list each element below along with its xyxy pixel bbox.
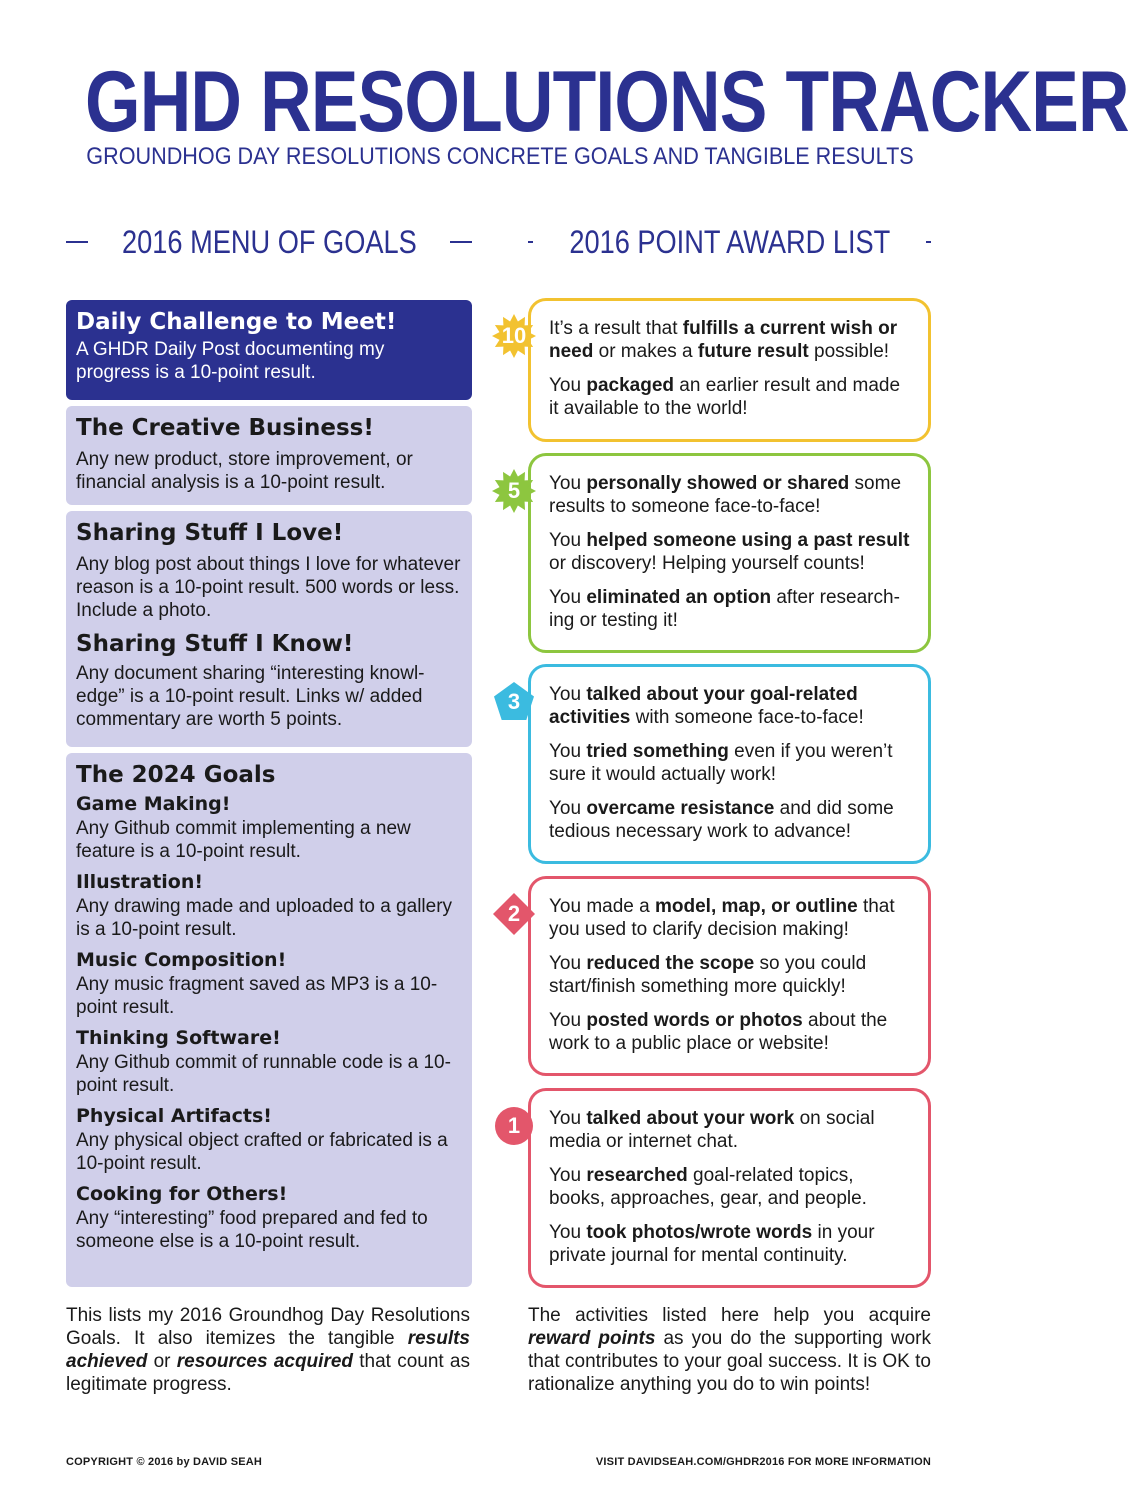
daily-challenge-text: A GHDR Daily Post documenting my progress is a 10-point result.: [76, 339, 385, 383]
sharing-love-title: Sharing Stuff I Love!: [76, 520, 344, 546]
points-10-card: [528, 298, 931, 442]
badge-points: 10: [501, 323, 527, 348]
heading-rule-left: [66, 241, 88, 243]
goal-item: [76, 1025, 462, 1097]
note-text: The activities listed here help you acquire: [528, 1305, 931, 1326]
award-item: You researched goal-related topics, books, approaches, gear, and people.: [549, 1165, 867, 1209]
goal-text: Any music fragment saved as MP3 is a 10-point result.: [76, 974, 438, 1018]
award-item: You talked about your work on social media or internet chat.: [549, 1108, 875, 1152]
points-2-badge: [492, 892, 536, 936]
heading-rule-left: [528, 241, 533, 243]
note-text: or: [147, 1351, 177, 1372]
goal-title: Illustration!: [76, 871, 204, 893]
goal-text: Any Github commit of runnable code is a 10-point result.: [76, 1052, 451, 1096]
goal-item: [76, 1103, 462, 1175]
copyright-text: COPYRIGHT © 2016 by DAVID SEAH: [66, 1456, 263, 1468]
award-item: You tried something even if you weren’t sure it would actually work!: [549, 741, 893, 785]
goal-text: Any physical object crafted or fabricated is a 10-point result.: [76, 1130, 448, 1174]
points-3-card: [528, 664, 931, 864]
badge-points: 1: [507, 1113, 521, 1138]
award-item: You personally showed or shared some results to someone face-to-face!: [549, 473, 902, 517]
note-emphasis: resources acquired: [176, 1351, 354, 1372]
award-item: You overcame resistance and did some tedious necessary work to advance!: [549, 798, 894, 842]
goal-item: [76, 869, 462, 941]
award-item: You made a model, map, or outline that you used to clarify decision making!: [549, 896, 895, 940]
note-text: This lists my 2016 Groundhog Day Resolutions Goals. It also itemizes the tangible: [66, 1305, 470, 1349]
creative-business-box: [66, 406, 472, 505]
sharing-box: [66, 511, 472, 747]
goal-title: Cooking for Others!: [76, 1183, 288, 1205]
points-5-badge: [492, 469, 536, 513]
daily-challenge-title: Daily Challenge to Meet!: [76, 309, 397, 335]
sharing-know-text: Any document sharing “interesting knowl-edge” is a 10-point result. Links w/ added commentary are worth 5 points.: [76, 663, 425, 730]
points-heading-label: 2016 POINT AWARD LIST: [569, 223, 890, 260]
badge-points: 2: [507, 901, 521, 926]
badge-points: 5: [507, 478, 521, 503]
goals-2024-box: [66, 753, 472, 1287]
goal-text: Any drawing made and uploaded to a gallery is a 10-point result.: [76, 896, 453, 940]
award-item: You took photos/wrote words in your private journal for mental continuity.: [549, 1222, 875, 1266]
goals-section-heading: [66, 220, 472, 264]
badge-points: 3: [507, 689, 521, 714]
page-subtitle: GROUNDHOG DAY RESOLUTIONS CONCRETE GOALS AND TANGIBLE RESULTS: [86, 143, 914, 170]
award-item: You reduced the scope so you could start/finish something more quickly!: [549, 953, 867, 997]
goals-heading-label: 2016 MENU OF GOALS: [121, 223, 417, 260]
goals-2024-title: The 2024 Goals: [76, 762, 276, 788]
note-emphasis: reward points: [528, 1328, 656, 1349]
points-2-card: [528, 876, 931, 1076]
points-section-heading: [528, 220, 931, 264]
points-1-card: [528, 1088, 931, 1288]
award-item: You posted words or photos about the work to a public place or website!: [549, 1010, 888, 1054]
note-text: that count as legitimate progress.: [66, 1351, 471, 1395]
points-3-badge: [492, 680, 536, 724]
goal-title: Thinking Software!: [76, 1027, 281, 1049]
sharing-love-text: Any blog post about things I love for whatever reason is a 10-point result. 500 words or less. Include a photo.: [76, 554, 461, 621]
goal-item: [76, 1181, 462, 1253]
points-1-badge: [492, 1104, 536, 1148]
note-text: as you do the supporting work that contributes to your goal success. It is OK to rationalize anything you do to win points!: [528, 1328, 932, 1395]
goals-footnote: [66, 1304, 470, 1396]
goal-item: [76, 791, 462, 863]
points-5-card: [528, 453, 931, 653]
note-emphasis: results achieved: [66, 1328, 470, 1372]
goal-title: Game Making!: [76, 793, 231, 815]
daily-challenge-box: [66, 300, 472, 400]
page-title: GHD RESOLUTIONS TRACKER: [85, 54, 1129, 150]
sharing-know-title: Sharing Stuff I Know!: [76, 631, 354, 657]
award-item: You helped someone using a past result or discovery! Helping yourself counts!: [549, 530, 910, 574]
award-item: You talked about your goal-related activities with someone face-to-face!: [549, 684, 864, 728]
heading-rule-right: [926, 241, 931, 243]
visit-link[interactable]: VISIT DAVIDSEAH.COM/GHDR2016 FOR MORE INFORMATION: [595, 1456, 931, 1468]
goal-text: Any “interesting” food prepared and fed to someone else is a 10-point result.: [76, 1208, 428, 1252]
goal-text: Any Github commit implementing a new feature is a 10-point result.: [76, 818, 411, 862]
award-item: It’s a result that fulfills a current wish or need or makes a future result possible!: [549, 318, 898, 362]
creative-business-text: Any new product, store improvement, or financial analysis is a 10-point result.: [76, 449, 413, 493]
award-item: You packaged an earlier result and made it available to the world!: [549, 375, 901, 419]
points-footnote: [528, 1304, 931, 1396]
award-item: You eliminated an option after research-ing or testing it!: [549, 587, 900, 631]
points-10-badge: [492, 314, 536, 358]
goal-item: [76, 947, 462, 1019]
goal-title: Music Composition!: [76, 949, 287, 971]
goal-title: Physical Artifacts!: [76, 1105, 272, 1127]
heading-rule-right: [450, 241, 472, 243]
creative-business-title: The Creative Business!: [76, 415, 374, 441]
